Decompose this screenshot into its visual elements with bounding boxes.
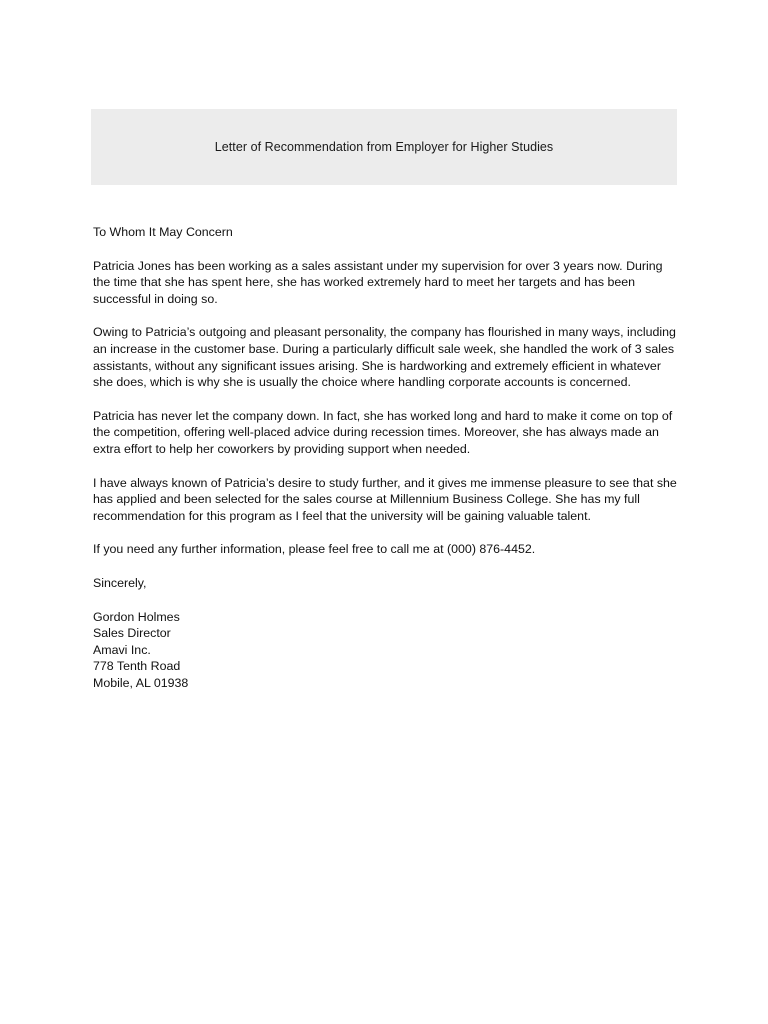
letter-body (93, 224, 679, 691)
signer-street: 778 Tenth Road (93, 659, 181, 674)
paragraph-3: Patricia has never let the company down. In fact, she has worked long and hard to make it come on top of the competition, offering well-placed advice during recession times. Moreover, she has always made an extra effort to help her coworkers by providing support when needed. (93, 408, 673, 456)
paragraph-2: Owing to Patricia’s outgoing and pleasant personality, the company has flourished in many ways, including an increase in the customer base. During a particularly difficult sale week, she handled the work of 3 sales assistants, without any significant issues arising. She is hardworking and extremely efficient in whatever she does, which is why she is usually the choice where handling corporate accounts is concerned. (93, 325, 676, 390)
signer-name: Gordon Holmes (93, 609, 180, 624)
signer-position: Sales Director (93, 626, 171, 641)
paragraph-1: Patricia Jones has been working as a sales assistant under my supervision for over 3 years now. During the time that she has spent here, she has worked extremely hard to meet her targets and has been successful in doing so. (93, 258, 663, 306)
signer-city: Mobile, AL 01938 (93, 675, 189, 690)
signer-company: Amavi Inc. (93, 642, 151, 657)
document-title: Letter of Recommendation from Employer for Higher Studies (214, 140, 554, 154)
title-banner (91, 109, 677, 185)
closing: Sincerely, (93, 575, 147, 590)
paragraph-4: I have always known of Patricia’s desire to study further, and it gives me immense pleasure to see that she has applied and been selected for the sales course at Millennium Business College. She has my full recommendation for this program as I feel that the university will be gaining valuable talent. (93, 475, 677, 523)
salutation: To Whom It May Concern (93, 225, 233, 239)
signature-block (93, 609, 679, 692)
paragraph-5: If you need any further information, please feel free to call me at (000) 876-4452. (93, 542, 536, 557)
